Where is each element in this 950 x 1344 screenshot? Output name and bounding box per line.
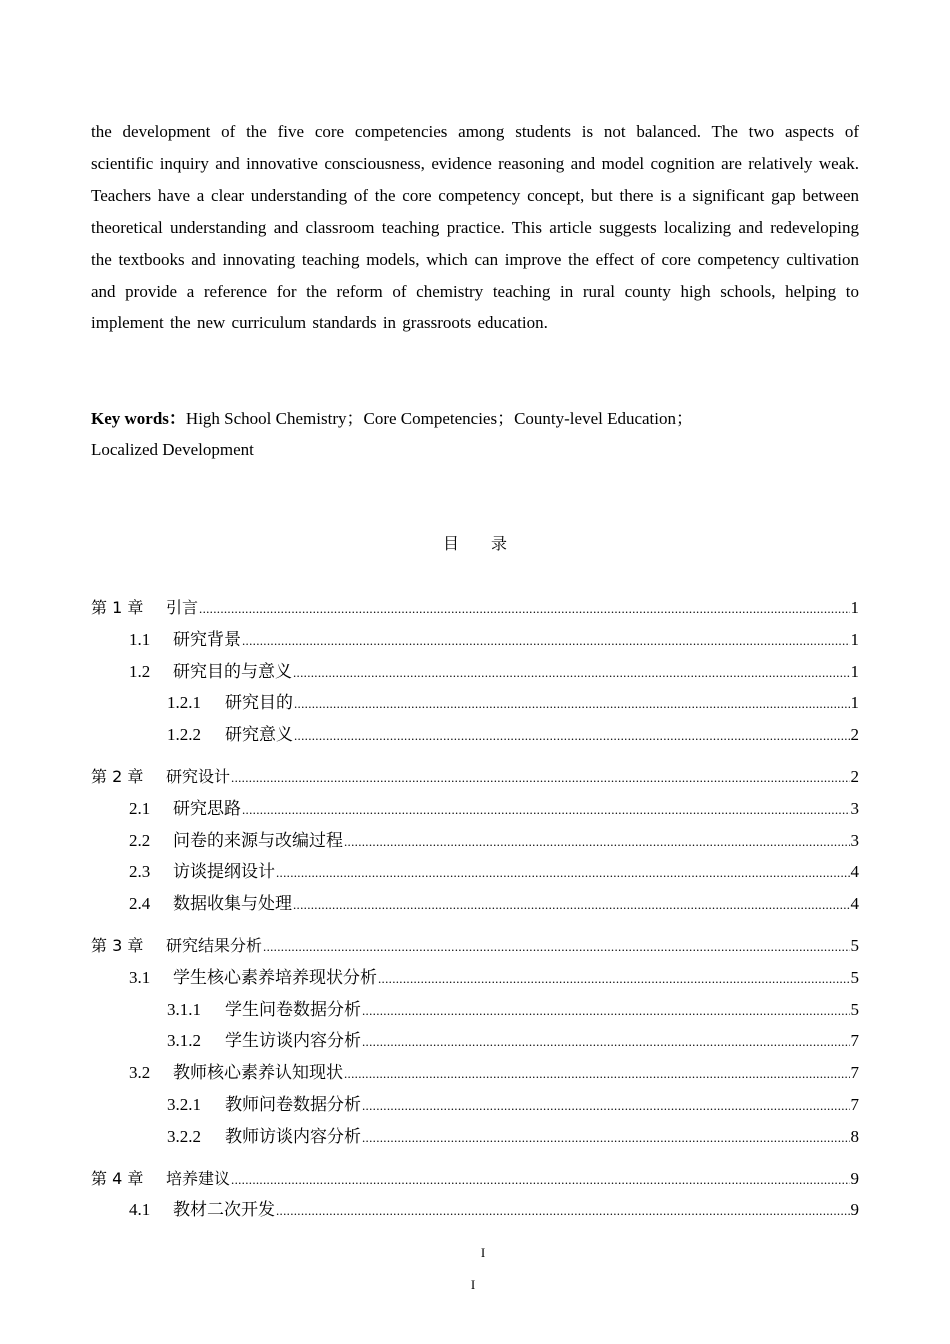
keywords-text: High School Chemistry；Core Competencies；County-level Education； — [185, 409, 694, 428]
toc-entry-number: 3.1.2 — [167, 1031, 201, 1051]
toc-entry-page: 1 — [850, 629, 859, 649]
toc-entry-page: 7 — [850, 1094, 859, 1114]
toc-entry-page: 1 — [850, 661, 859, 681]
toc-dot-leader — [344, 1059, 850, 1089]
toc-entry-title: 教师问卷数据分析 — [225, 1094, 361, 1114]
toc-entry-title: 研究目的 — [225, 693, 293, 713]
toc-entry-number: 3.1 — [129, 967, 151, 987]
toc-entry[interactable] — [91, 931, 859, 963]
toc-entry[interactable] — [91, 720, 859, 752]
keywords — [91, 403, 859, 465]
toc-title-left: 目 — [442, 536, 459, 553]
toc-entry-page: 4 — [850, 894, 859, 914]
toc-entry-number: 2.2 — [129, 830, 151, 850]
toc-entry-page: 9 — [850, 1168, 859, 1188]
toc-entry-number: 第 2 章 — [91, 766, 144, 786]
toc-entry-page: 8 — [850, 1126, 859, 1146]
toc-entry-page: 1 — [850, 598, 859, 617]
toc-entry-number: 2.4 — [129, 894, 151, 914]
toc-dot-leader — [378, 964, 850, 994]
abstract-paragraph: the development of the five core competencies among students is not balanced. The two aspects of scientific inquiry and innovative consciousness, evidence reasoning and model cognition are relatively weak. Teachers have a clear understanding of the core competency concept, but there is a significant gap between theoretical understanding and classroom teaching practice. This article suggests localizing and redeveloping the textbooks and innovating teaching models, which can improve the effect of core competency cultivation and provide a reference for the reform of chemistry teaching in rural county high schools, helping to implement the new curriculum standards in grassroots education. — [91, 122, 859, 333]
toc-entry-page: 5 — [850, 999, 859, 1019]
toc-entry-page: 9 — [850, 1200, 859, 1220]
toc-dot-leader — [276, 858, 850, 888]
toc-entry[interactable] — [91, 963, 859, 995]
toc-entry-page: 4 — [850, 862, 859, 882]
toc-entry-number: 第 3 章 — [91, 935, 144, 955]
toc-entry-number: 1.2.1 — [167, 693, 201, 713]
toc-dot-leader — [231, 1165, 849, 1195]
toc-entry-number: 3.2.2 — [167, 1126, 201, 1146]
toc-entry[interactable] — [91, 1090, 859, 1122]
toc-entry-title: 研究背景 — [173, 629, 241, 649]
toc-entry-title: 学生问卷数据分析 — [225, 999, 361, 1019]
toc-entry[interactable] — [91, 794, 859, 826]
toc-entry-number: 1.1 — [129, 629, 151, 649]
toc-entry-number: 第 4 章 — [91, 1168, 144, 1188]
toc-entry-title: 问卷的来源与改编过程 — [173, 830, 343, 850]
toc-title-right: 录 — [491, 536, 508, 553]
page-number: I — [480, 1245, 486, 1260]
toc-entry-title: 研究设计 — [166, 766, 231, 786]
toc-entry-page: 3 — [850, 830, 859, 850]
toc-dot-leader — [199, 594, 849, 624]
toc-entry-number: 2.3 — [129, 862, 151, 882]
toc-entry-title: 访谈提纲设计 — [173, 862, 275, 882]
toc-entry-title: 研究意义 — [225, 725, 293, 745]
toc-entry-title: 引言 — [166, 598, 199, 617]
toc-entry-page: 3 — [850, 798, 859, 818]
toc-entry[interactable] — [91, 1026, 859, 1058]
toc-entry[interactable] — [91, 762, 859, 794]
toc-entry[interactable] — [91, 889, 859, 921]
toc-entry[interactable] — [91, 625, 859, 657]
toc-entry-page: 5 — [850, 935, 859, 955]
toc-entry-title: 学生核心素养培养现状分析 — [173, 967, 377, 987]
toc-dot-leader — [294, 689, 850, 719]
toc-entry-title: 教师访谈内容分析 — [225, 1126, 361, 1146]
toc-entry-title: 学生访谈内容分析 — [225, 1031, 361, 1051]
toc-entry-number: 3.1.1 — [167, 999, 201, 1019]
toc-entry-title: 研究思路 — [173, 798, 241, 818]
toc-dot-leader — [293, 658, 850, 688]
toc-entry[interactable] — [91, 1195, 859, 1227]
toc-dot-leader — [276, 1196, 850, 1226]
toc-dot-leader — [263, 932, 849, 962]
toc-entry[interactable] — [91, 593, 859, 625]
toc-entry[interactable] — [91, 857, 859, 889]
toc-entry-page: 5 — [850, 967, 859, 987]
toc-entry[interactable] — [91, 1164, 859, 1196]
toc-entry-number: 1.2.2 — [167, 725, 201, 745]
toc-title — [0, 533, 950, 557]
toc-entry[interactable] — [91, 688, 859, 720]
toc-dot-leader — [362, 996, 850, 1026]
keywords-text-continued: Localized Development — [91, 440, 254, 459]
toc-entry[interactable] — [91, 826, 859, 858]
toc-entry[interactable] — [91, 1058, 859, 1090]
toc-dot-leader — [242, 626, 850, 656]
toc-dot-leader — [294, 721, 850, 751]
toc-dot-leader — [293, 890, 850, 920]
toc-dot-leader — [231, 763, 849, 793]
toc-entry-page: 2 — [850, 725, 859, 745]
page-number-secondary: I — [470, 1277, 476, 1292]
toc-entry-number: 第 1 章 — [91, 598, 144, 617]
toc-entry-page: 7 — [850, 1031, 859, 1051]
toc-dot-leader — [242, 795, 850, 825]
toc-entry-number: 4.1 — [129, 1200, 151, 1220]
toc-dot-leader — [362, 1123, 850, 1153]
toc-entry[interactable] — [91, 657, 859, 689]
toc-dot-leader — [344, 827, 850, 857]
toc-entry-page: 7 — [850, 1063, 859, 1083]
toc-entry-title: 教师核心素养认知现状 — [173, 1063, 343, 1083]
toc-entry[interactable] — [91, 1122, 859, 1154]
toc-entry-number: 1.2 — [129, 661, 151, 681]
toc-dot-leader — [362, 1027, 850, 1057]
toc-entry-title: 研究结果分析 — [166, 935, 263, 955]
toc-entry-title: 培养建议 — [166, 1168, 231, 1188]
keywords-label: Key words： — [91, 409, 186, 428]
toc-entry-number: 3.2 — [129, 1063, 151, 1083]
toc-entry-number: 2.1 — [129, 798, 151, 818]
toc-dot-leader — [362, 1091, 850, 1121]
toc-entry-page: 1 — [850, 693, 859, 713]
toc-entry-title: 研究目的与意义 — [173, 661, 292, 681]
toc-entry-title: 教材二次开发 — [173, 1200, 275, 1220]
toc-entry[interactable] — [91, 995, 859, 1027]
toc-entry-title: 数据收集与处理 — [173, 894, 292, 914]
toc-entry-number: 3.2.1 — [167, 1094, 201, 1114]
table-of-contents — [91, 593, 859, 1227]
toc-entry-page: 2 — [850, 766, 859, 786]
